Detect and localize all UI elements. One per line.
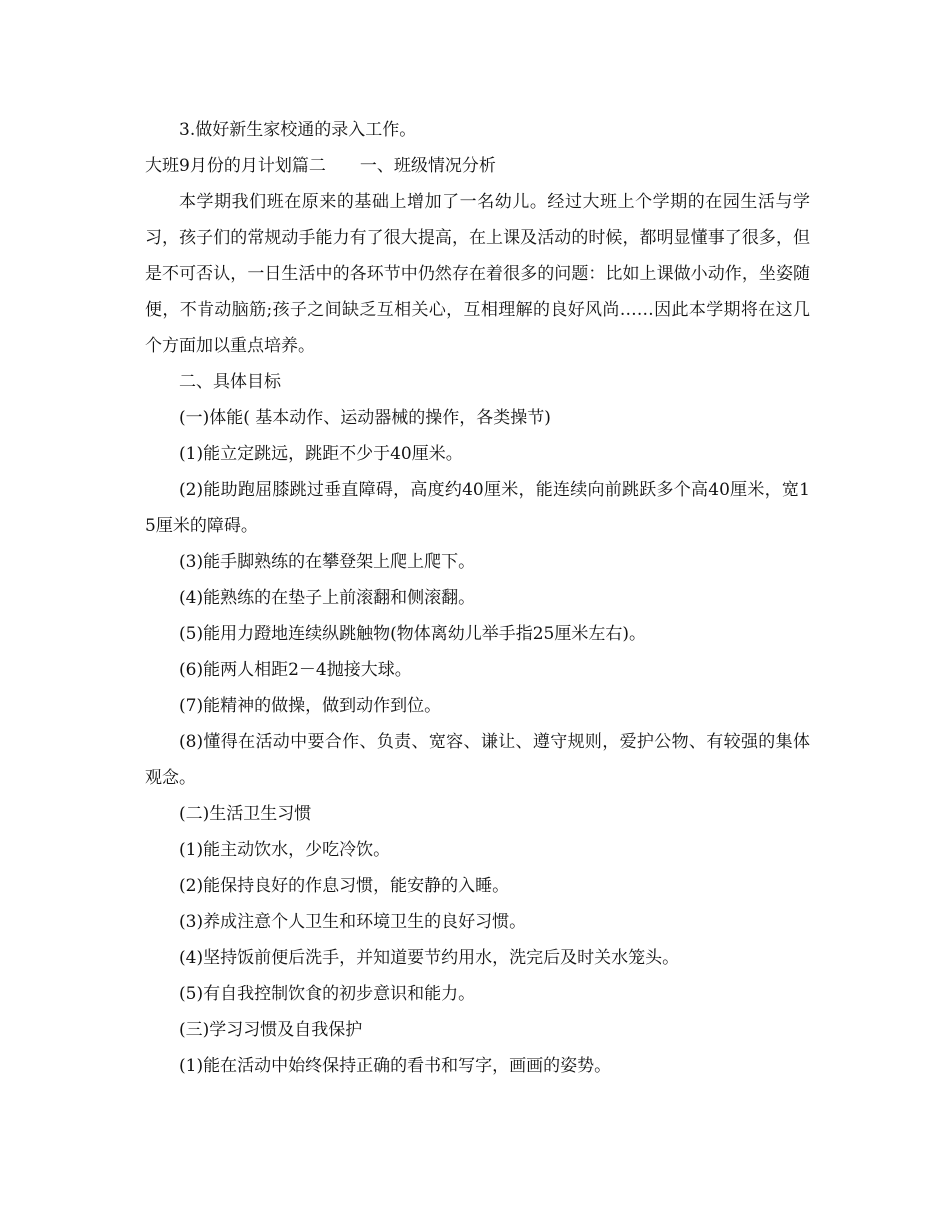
- list-item: (1)能立定跳远，跳距不少于40厘米。: [179, 444, 463, 464]
- list-item: (5)能用力蹬地连续纵跳触物(物体离幼儿举手指25厘米左右)。: [179, 624, 646, 644]
- list-item: (4)能熟练的在垫子上前滚翻和侧滚翻。: [179, 588, 476, 608]
- list-item: (2)能保持良好的作息习惯，能安静的入睡。: [179, 876, 510, 896]
- list-item: (6)能两人相距2－4抛接大球。: [179, 660, 412, 680]
- list-item: (4)坚持饭前便后洗手，并知道要节约用水，洗完后及时关水笼头。: [179, 948, 680, 968]
- section-heading-goals: 二、具体目标: [179, 372, 281, 392]
- section-heading-class-analysis: 大班9月份的月计划篇二 一、班级情况分析: [145, 156, 496, 176]
- subheading-study-habits: (三)学习习惯及自我保护: [179, 1020, 363, 1040]
- list-item: (1)能在活动中始终保持正确的看书和写字，画画的姿势。: [179, 1056, 612, 1076]
- list-item: (1)能主动饮水，少吃冷饮。: [179, 840, 391, 860]
- paragraph-enrollment-task: 3.做好新生家校通的录入工作。: [179, 120, 417, 140]
- list-item: (5)有自我控制饮食的初步意识和能力。: [179, 984, 476, 1004]
- list-item: (3)能手脚熟练的在攀登架上爬上爬下。: [179, 552, 476, 572]
- document-body: [145, 112, 810, 1084]
- subheading-physical: (一)体能( 基本动作、运动器械的操作，各类操节): [179, 408, 551, 428]
- list-item: (3)养成注意个人卫生和环境卫生的良好习惯。: [179, 912, 527, 932]
- list-item: (2)能助跑屈膝跳过垂直障碍，高度约40厘米，能连续向前跳跃多个高40厘米，宽15厘米的障碍。: [145, 480, 810, 536]
- paragraph-class-situation: 本学期我们班在原来的基础上增加了一名幼儿。经过大班上个学期的在园生活与学习，孩子们的常规动手能力有了很大提高，在上课及活动的时候，都明显懂事了很多，但是不可否认，一日生活中的各环节中仍然存在着很多的问题：比如上课做小动作，坐姿随便，不肯动脑筋;孩子之间缺乏互相关心，互相理解的良好风尚……因此本学期将在这几个方面加以重点培养。: [145, 192, 810, 356]
- subheading-hygiene: (二)生活卫生习惯: [179, 804, 312, 824]
- list-item: (7)能精神的做操，做到动作到位。: [179, 696, 442, 716]
- list-item: (8)懂得在活动中要合作、负责、宽容、谦让、遵守规则，爱护公物、有较强的集体观念。: [145, 732, 810, 788]
